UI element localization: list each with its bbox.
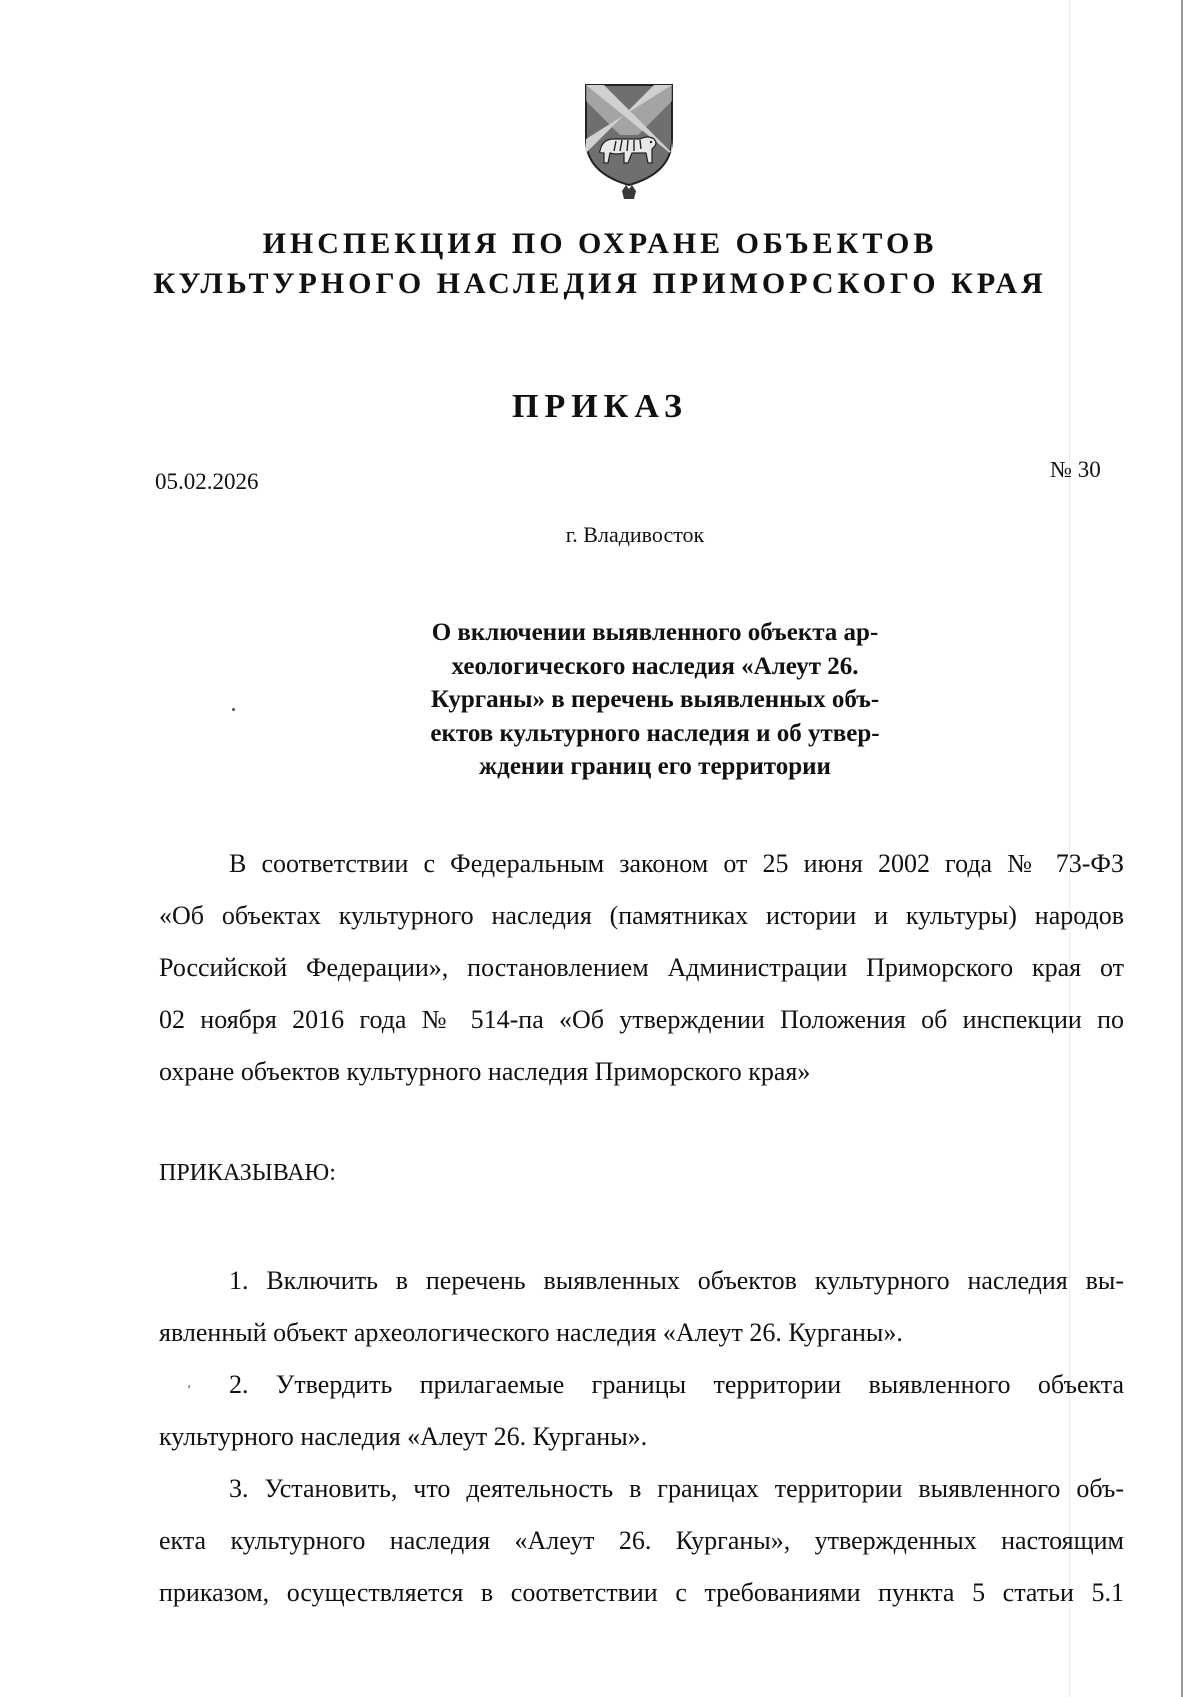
item-line: явленный объект археологического наследия «Алеут 26. Курганы». (159, 1318, 903, 1347)
order-directive-word: ПРИКАЗЫВАЮ: (159, 1160, 336, 1186)
subject-line: ждении границ его территории (479, 753, 831, 780)
preamble-line: «Об объектах культурного наследия (памятниках истории и культуры) народов (159, 901, 1124, 930)
item-line: приказом, осуществляется в соответствии с требованиями пункта 5 статьи 5.1 (159, 1578, 1124, 1607)
item-line: 1. Включить в перечень выявленных объектов культурного наследия вы- (229, 1266, 1124, 1295)
subject-line: ектов культурного наследия и об утвер- (430, 719, 880, 747)
preamble-line: 02 ноября 2016 года № 514-па «Об утверждении Положения об инспекции по (159, 1005, 1124, 1034)
organization-title-line-1: ИНСПЕКЦИЯ ПО ОХРАНЕ ОБЪЕКТОВ (262, 227, 938, 260)
preamble-line: Российской Федерации», постановлением Администрации Приморского края от (159, 953, 1124, 982)
preamble-paragraph (159, 838, 1124, 1098)
item-line: 2. Утвердить прилагаемые границы территории выявленного объекта (229, 1370, 1124, 1399)
order-number: № 30 (1050, 457, 1101, 482)
preamble-line: В соответствии с Федеральным законом от 25 июня 2002 года № 73-ФЗ (229, 849, 1124, 878)
order-city: г. Владивосток (565, 522, 705, 547)
item-line: 3. Установить, что деятельность в границах территории выявленного объ- (229, 1474, 1124, 1503)
order-items (159, 1255, 1124, 1619)
scan-edge-line (1181, 0, 1183, 1697)
item-line: екта культурного наследия «Алеут 26. Курганы», утвержденных настоящим (159, 1526, 1124, 1555)
order-subject (395, 616, 915, 784)
subject-line: хеологического наследия «Алеут 26. (451, 652, 859, 680)
subject-line: О включении выявленного объекта ар- (431, 619, 879, 646)
ink-speck: , (187, 1375, 192, 1391)
order-date: 05.02.2026 (155, 469, 259, 494)
primorsky-krai-coat-of-arms-icon (582, 81, 676, 205)
item-line: культурного наследия «Алеут 26. Курганы». (159, 1422, 648, 1451)
preamble-line: охране объектов культурного наследия Приморского края» (159, 1057, 811, 1086)
scan-speck (232, 708, 235, 711)
organization-title-line-2: КУЛЬТУРНОГО НАСЛЕДИЯ ПРИМОРСКОГО КРАЯ (153, 267, 1047, 300)
subject-line: Курганы» в перечень выявленных объ- (430, 686, 880, 713)
document-type-title: ПРИКАЗ (512, 388, 688, 425)
